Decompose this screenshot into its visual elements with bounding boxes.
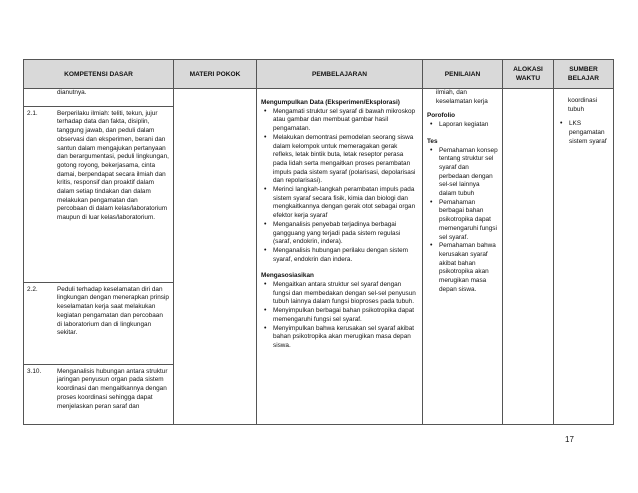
portofolio-heading: Porofolio	[427, 112, 456, 120]
alokasi-cell	[503, 89, 554, 425]
list-item: • Menyimpulkan berbagai bahan psikotropika dapat memengaruhi fungsi sel syaraf.	[261, 307, 418, 324]
list-item: • Pemahaman bahwa kerusakan syaraf akibat bahan psikotropika akan merugikan masa depan siswa.	[427, 242, 498, 294]
pembelajaran-list	[261, 108, 418, 265]
tes-heading: Tes	[427, 137, 438, 145]
header-kompetensi: KOMPETENSI DASAR	[24, 60, 174, 89]
list-item: • Merinci langkah-langkah perambatan impuls pada sistem syaraf secara fisik, kimia dan biologi dan mengkaitkannya dengan gerak otot sebagai organ efektor kerja syaraf	[261, 186, 418, 221]
list-item: • Menganalisis penyebab terjadinya berbagai gangguang yang terjadi pada sistem regulasi (saraf, endokrin, indera).	[261, 221, 418, 247]
kompetensi-text: Peduli terhadap keselamatan diri dan lingkungan dengan menerapkan prinsip keselamatan kerja saat melakukan kegiatan pengamatan dan percobaan di laboratorium dan di lingkungan sekitar.	[57, 285, 169, 337]
lesson-plan-table	[23, 59, 614, 425]
kompetensi-number: 2.2.	[27, 285, 38, 293]
kompetensi-intro-block	[24, 89, 173, 107]
list-item: • Pemahaman konsep tentang struktur sel syaraf dan perbedaan dengan sel-sel lainnya dalam tubuh	[427, 147, 498, 199]
pembelajaran-heading: Mengumpulkan Data (Eksperimen/Eksplorasi)	[261, 99, 400, 106]
kompetensi-item	[24, 283, 173, 365]
materi-cell	[174, 89, 257, 425]
kompetensi-number: 3.10.	[27, 367, 42, 375]
header-pembelajaran: PEMBELAJARAN	[257, 60, 423, 89]
portofolio-list	[427, 121, 498, 130]
page-number: 17	[565, 435, 574, 444]
tes-list	[427, 147, 498, 295]
penilaian-intro: ilmiah, dan keselamatan kerja	[436, 89, 488, 105]
kompetensi-item	[24, 107, 173, 283]
list-item: • LKS pengamatan sistem syaraf	[557, 120, 610, 146]
header-penilaian: PENILAIAN	[423, 60, 503, 89]
sumber-cell	[554, 89, 614, 425]
kompetensi-number: 2.1.	[27, 109, 38, 117]
header-sumber: SUMBER BELAJAR	[554, 60, 614, 89]
sumber-intro: koordinasi tubuh	[568, 97, 598, 113]
list-item: • Mengamati struktur sel syaraf di bawah mikroskop atau gambar dan membuat gambar hasil pengamatan.	[261, 108, 418, 134]
content-row	[24, 89, 614, 425]
list-item: • Pemahaman berbagai bahan psikotropika dapat memengaruhi fungsi sel syaraf.	[427, 199, 498, 243]
header-materi: MATERI POKOK	[174, 60, 257, 89]
list-item: • Mengaitkan antara struktur sel syaraf dengan fungsi dan membedakan dengan sel-sel penyusun tubuh lainnya dalam fungsi bioproses pada tubuh.	[261, 281, 418, 307]
list-item: • Menyimpulkan bahwa kerusakan sel syaraf akibat bahan psikotropika akan merugikan masa depan siswa.	[261, 325, 418, 351]
list-item: • Menganalisis hubungan perilaku dengan sistem syaraf, endokrin dan indera.	[261, 247, 418, 264]
pembelajaran-list	[261, 281, 418, 351]
header-alokasi: ALOKASI WAKTU	[503, 60, 554, 89]
kompetensi-cell	[24, 89, 174, 425]
kompetensi-item	[24, 365, 173, 412]
list-item: • Laporan kegiatan	[427, 121, 498, 130]
penilaian-cell	[423, 89, 503, 425]
list-item: • Melakukan demontrasi pemodelan seorang siswa dalam kelompok untuk memeragakan gerak refleks, letak bintik buta, letak reseptor perasa pada lidah serta mengaitkan proses perambatan impuls pada sistem syaraf (polarisasi, depolarisasi dan repolarisasi).	[261, 134, 418, 186]
header-row	[24, 60, 614, 89]
kompetensi-intro: dianutnya.	[57, 89, 87, 96]
pembelajaran-cell	[257, 89, 423, 425]
sumber-list	[557, 120, 610, 146]
pembelajaran-heading: Mengasosiasikan	[261, 272, 314, 280]
kompetensi-text: Menganalisis hubungan antara struktur jaringan penyusun organ pada sistem koordinasi dan mengaitkannya dengan proses koordinasi sehingga dapat menjelaskan peran saraf dan	[57, 367, 168, 410]
kompetensi-text: Berperilaku ilmiah: teliti, tekun, jujur terhadap data dan fakta, disiplin, tanggung jawab, dan peduli dalam observasi dan eksperimen, berani dan santun dalam mengajukan pertanyaan dan berargumentasi, peduli lingkungan, gotong royong, bekerjasama, cinta damai, berpendapat secara ilmiah dan kritis, responsif dan proaktif dalam dalam setiap tindakan dan dalam melakukan pengamatan dan percobaan di dalam kelas/laboratorium maupun di luar kelas/laboratorium.	[57, 109, 169, 222]
